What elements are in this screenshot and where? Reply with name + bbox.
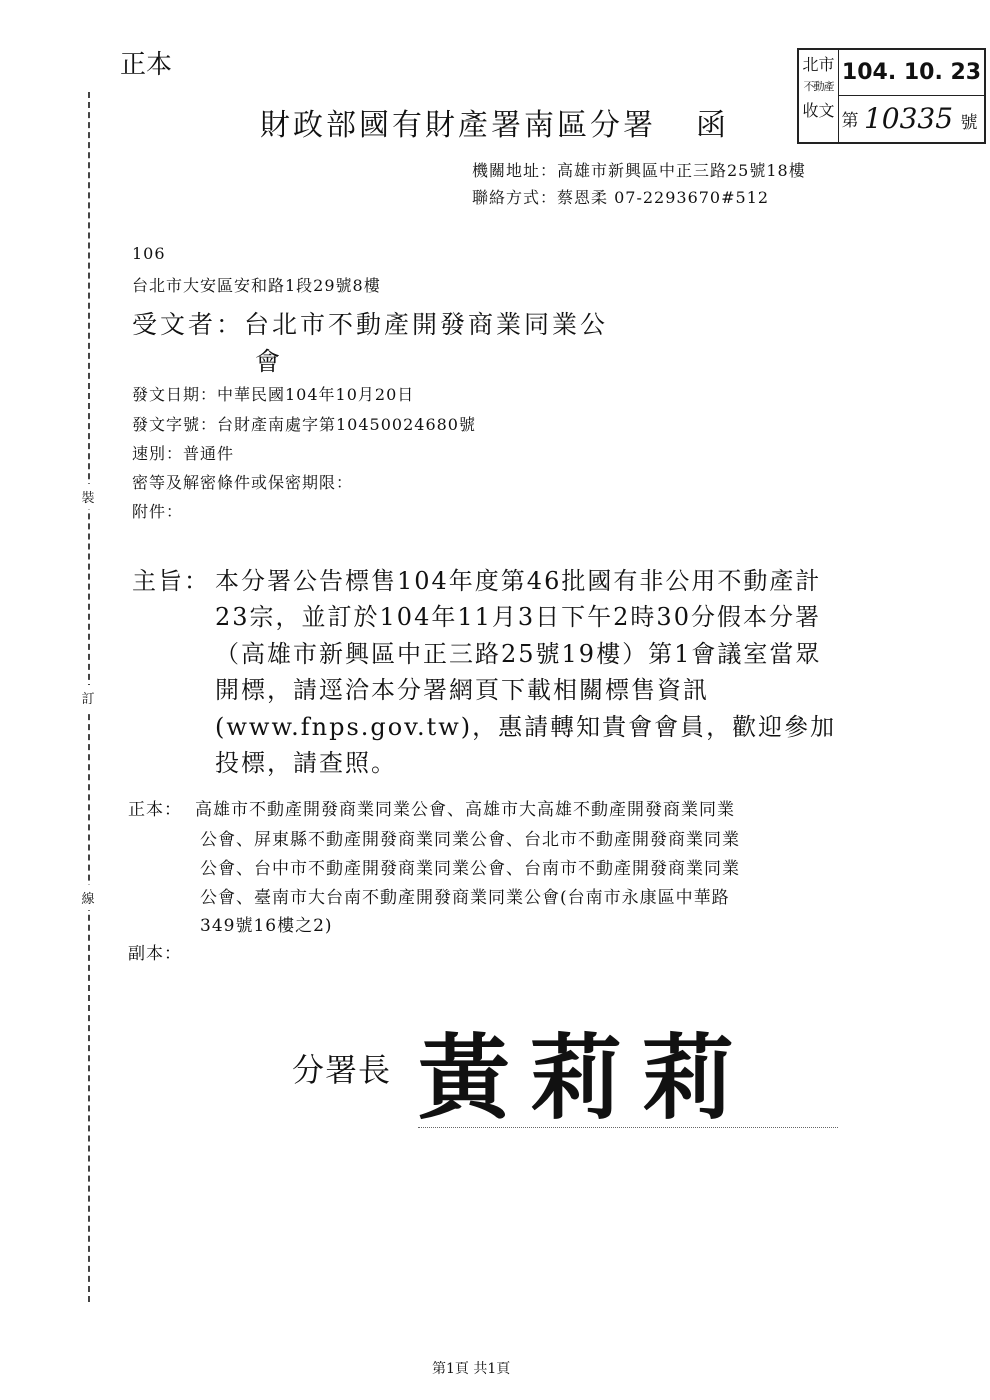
issue-date: 發文日期：中華民國104年10月20日 [132, 385, 415, 404]
binding-char-xian: 線 [70, 885, 106, 910]
copy-recipients-label: 副本： [128, 944, 182, 964]
original-recipients-line: 公會、臺南市大台南不動產開發商業同業公會(台南市永康區中華路 [200, 888, 730, 908]
stamp-date: 104. 10. 23 [839, 50, 984, 96]
contact-info: 聯絡方式：蔡恩柔 07-2293670#512 [472, 188, 770, 207]
original-recipients-line: 公會、屏東縣不動產開發商業同業公會、台北市不動產開發商業同業 [200, 830, 740, 850]
subject-line: 23宗，並訂於104年11月3日下午2時30分假本分署 [215, 603, 821, 631]
binding-char-ding: 訂 [70, 685, 106, 710]
issue-number: 發文字號：台財產南處字第10450024680號 [132, 415, 476, 434]
signatory-title: 分署長 [292, 1051, 392, 1089]
stamp-number: 10335 [863, 102, 954, 135]
signatory-name: 黃莉莉 [418, 1024, 755, 1132]
binding-char-zhuang: 裝 [70, 484, 106, 509]
recipient-line1: 受文者：台北市不動產開發商業同業公 [132, 310, 609, 339]
subject-line: (www.fnps.gov.tw)，惠請轉知貴會會員，歡迎參加 [215, 713, 837, 741]
original-recipients-line: 349號16樓之2) [200, 916, 333, 936]
original-recipients-line: 公會、台中市不動產開發商業同業公會、台南市不動產開發商業同業 [200, 859, 740, 879]
recipient-address: 台北市大安區安和路1段29號8樓 [132, 276, 381, 295]
document-title [260, 100, 729, 144]
stamp-org-line3: 收文 [802, 101, 835, 120]
document-type: 函 [696, 108, 729, 143]
subject-line: （高雄市新興區中正三路25號19樓）第1會議室當眾 [215, 640, 822, 668]
delivery-speed: 速別：普通件 [132, 444, 235, 463]
stamp-hao: 號 [960, 113, 978, 133]
subject-line: 本分署公告標售104年度第46批國有非公用不動產計 [215, 567, 822, 595]
stamp-di: 第 [841, 111, 859, 131]
agency-address: 機關地址：高雄市新興區中正三路25號18樓 [472, 161, 806, 180]
subject-line: 投標，請查照。 [215, 749, 397, 777]
stamp-org [799, 50, 839, 142]
stamp-org-line2: 不動產 [803, 80, 834, 93]
receipt-stamp [797, 48, 986, 144]
original-recipients-line: 高雄市不動產開發商業同業公會、高雄市大高雄不動產開發商業同業 [195, 800, 735, 820]
page-indicator: 第1頁 共1頁 [432, 1361, 511, 1377]
copy-type-label: 正本 [120, 50, 173, 80]
original-recipients-label: 正本： [128, 800, 182, 820]
agency-name: 財政部國有財產署南區分署 [260, 108, 656, 143]
recipient-line2: 會 [255, 347, 284, 376]
attachments: 附件： [132, 502, 184, 521]
signature-rule [418, 1127, 838, 1128]
security-level: 密等及解密條件或保密期限： [132, 473, 354, 492]
stamp-org-line1: 北市 [802, 55, 835, 74]
subject-label: 主旨： [132, 567, 210, 595]
subject-line: 開標，請逕洽本分署網頁下載相關標售資訊 [215, 676, 709, 704]
postal-code: 106 [132, 244, 166, 263]
